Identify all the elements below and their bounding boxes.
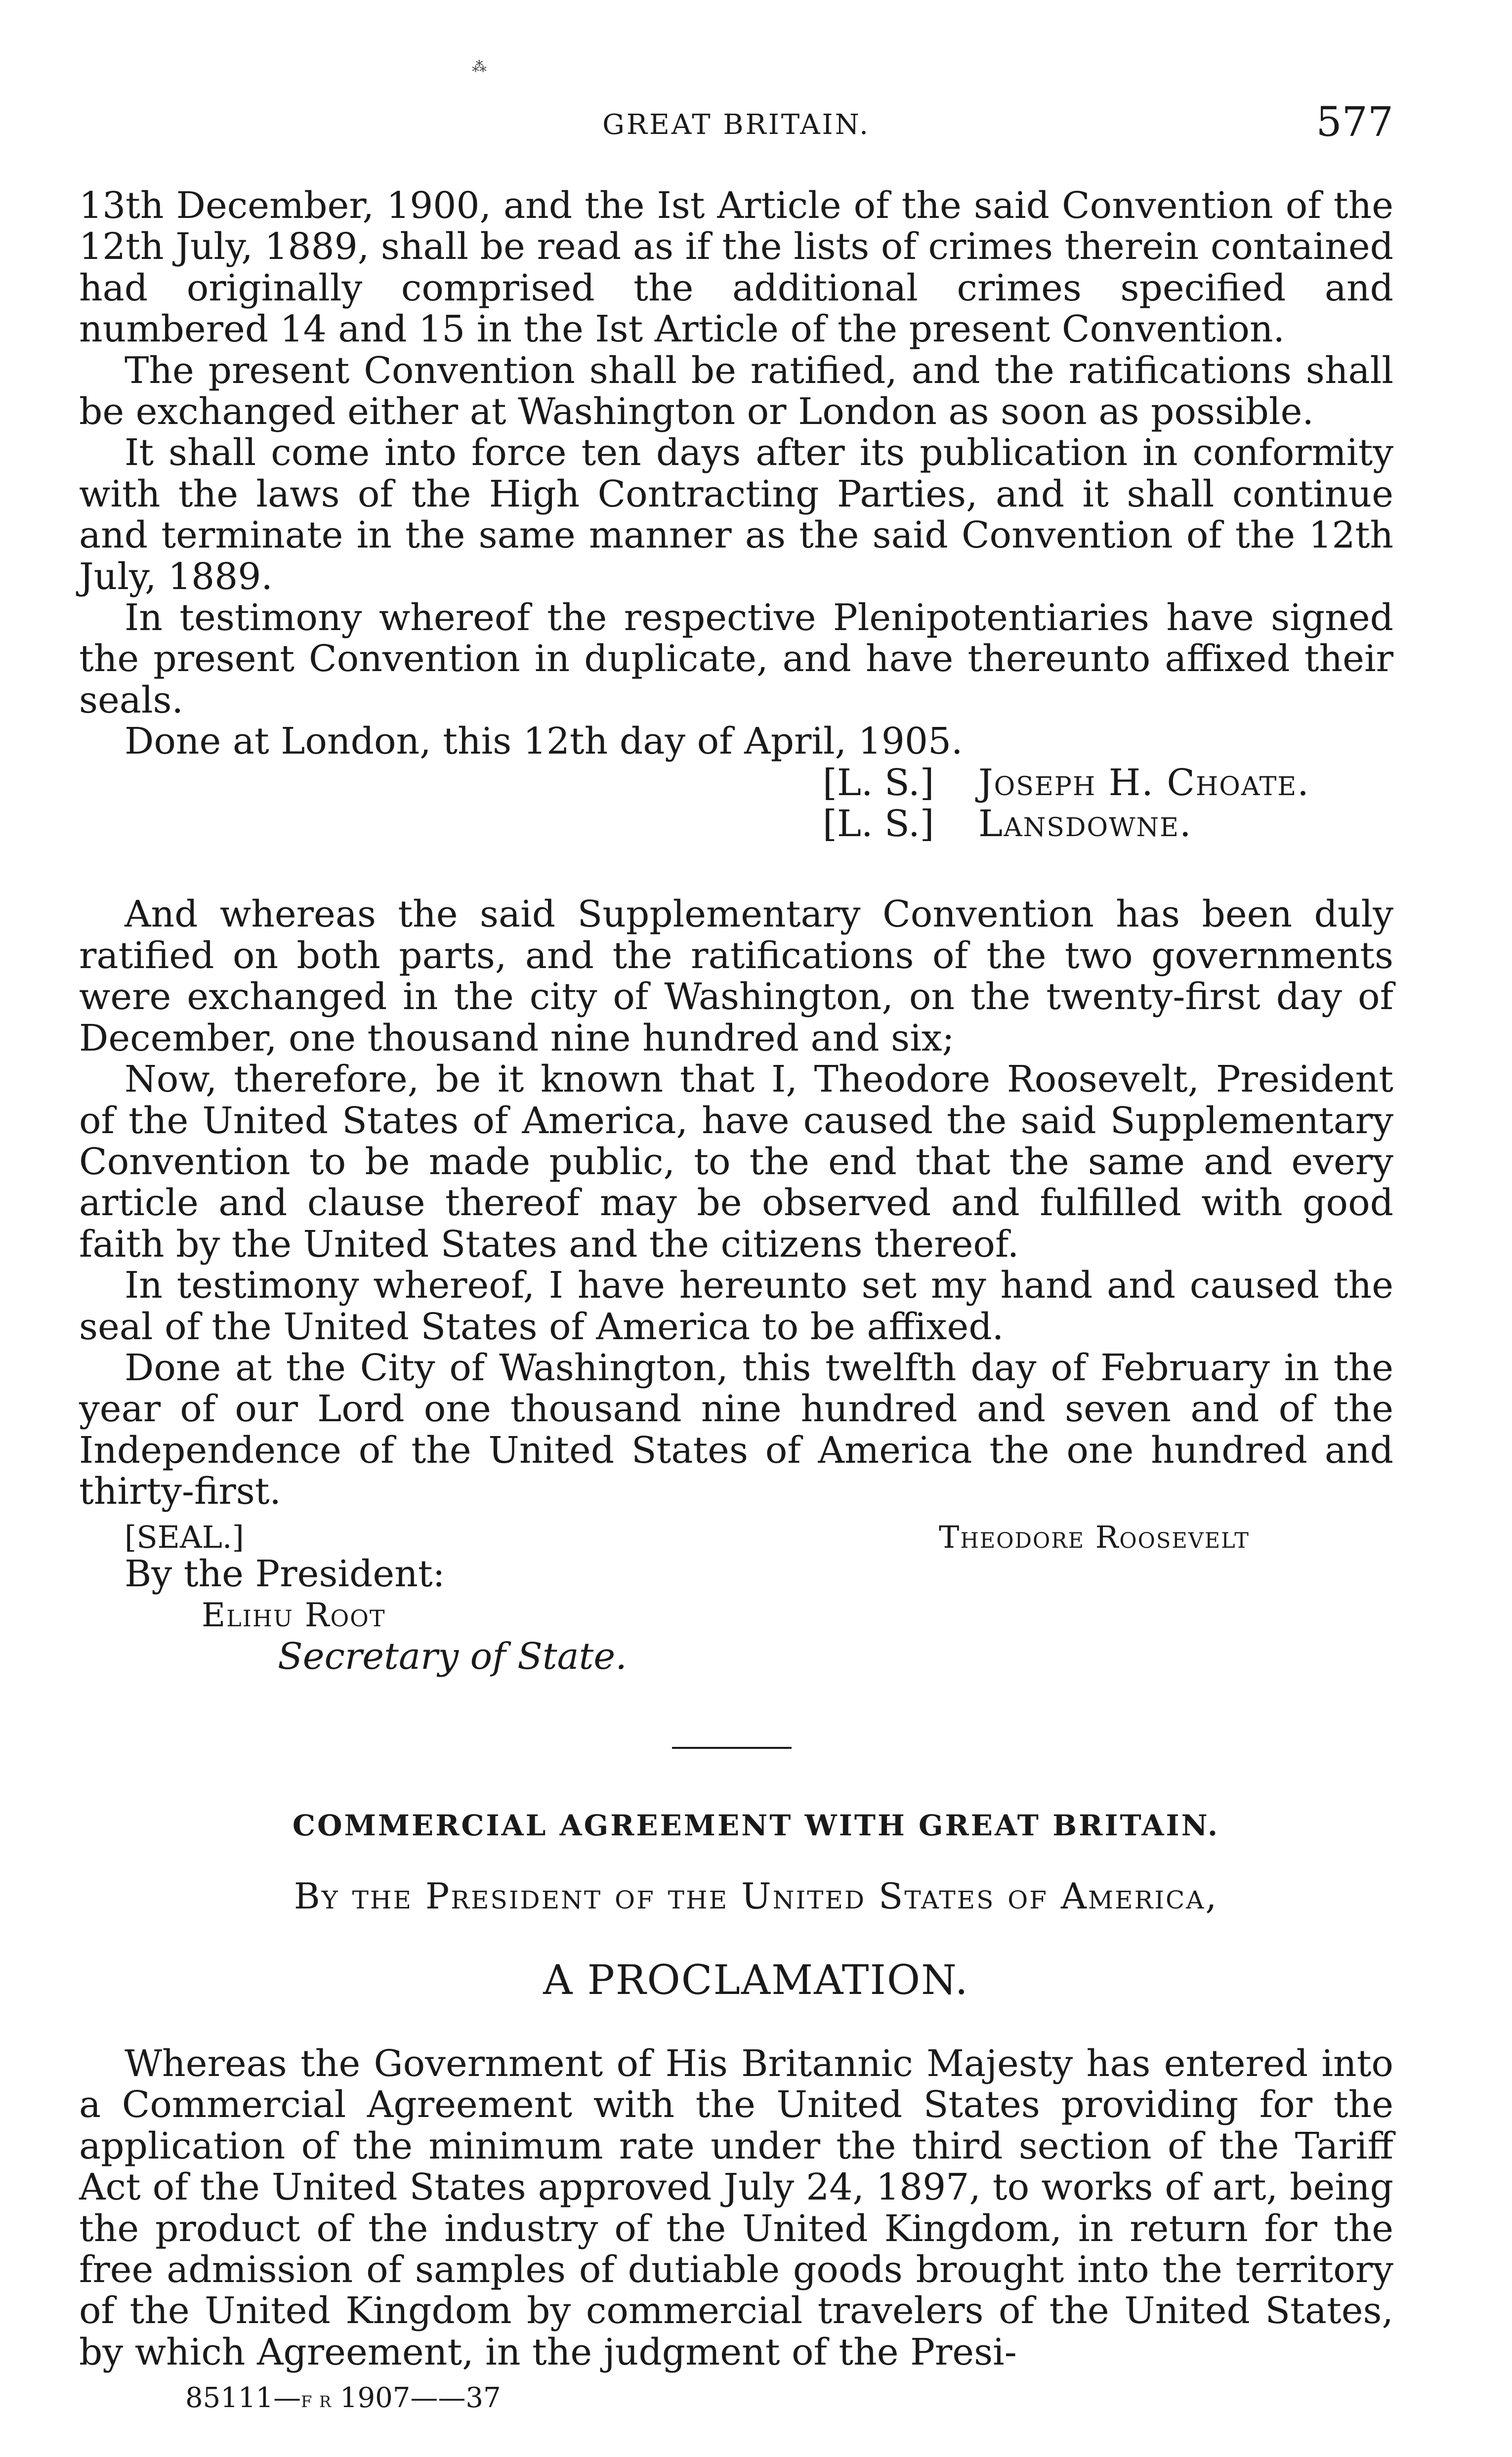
paragraph: 13th December, 1900, and the Ist Article of the said Convention of the 12th July, 1889, shall be read as if the lists of crimes therein contained had originally comprised the additional crimes specified and numbered 14 and 15 in the Ist Article of the present Convention. [79, 184, 1393, 351]
footer-year: 1907——37 [331, 2382, 501, 2414]
proclamation-title: A PROCLAMATION. [543, 1957, 969, 2004]
section-heading: COMMERCIAL AGREEMENT WITH GREAT BRITAIN. [292, 1809, 1220, 1842]
footer-number: 85111— [185, 2382, 301, 2414]
running-title: GREAT BRITAIN. [602, 109, 870, 141]
paragraph: And whereas the said Supplementary Convention has been duly ratified on both parts, and the ratifications of the two governments were exchanged in the city of Washington, on the twenty-first day of December, one thousand nine hundred and six; [79, 893, 1393, 1059]
paragraph: In testimony whereof, I have hereunto set my hand and caused the seal of the United States of America to be affixed. [79, 1264, 1393, 1348]
footer-code: f r [301, 2386, 332, 2413]
signature-line [79, 804, 1393, 845]
paragraph: It shall come into force ten days after its publication in conformity with the laws of the High Contracting Parties, and it shall continue and terminate in the same manner as the said Convention of the 12th July, 1889. [79, 431, 1393, 598]
president-signature: Theodore Roosevelt [939, 1519, 1250, 1555]
treaty-text [79, 185, 1393, 1677]
seal-label: [SEAL.] [125, 1519, 244, 1555]
section-divider [672, 1747, 792, 1749]
secretary-title: Secretary of State. [278, 1635, 627, 1678]
spacer [79, 845, 1393, 894]
paragraph: Now, therefore, be it known that I, Theodore Roosevelt, President of the United States of America, have caused the said Supplementary Convention to be made public, to the end that the same and every article and clause thereof may be observed and fulfilled with good faith by the United States and the citizens thereof. [79, 1058, 1393, 1266]
by-the-president: By the President: [125, 1552, 445, 1595]
seal-row [79, 1513, 1393, 1554]
by-president-heading: By the President of the United States of America, [294, 1875, 1218, 1917]
page-header [79, 99, 1393, 153]
seal-mark: [L. S.] [823, 803, 934, 846]
proclamation-text [79, 2043, 1393, 2373]
printer-mark: ⁂ [472, 58, 487, 76]
paragraph: Whereas the Government of His Britannic Majesty has entered into a Commercial Agreement with the United States providing for the application of the minimum rate under the third section of the Tariff Act of the United States approved July 24, 1897, to works of art, being the product of the industry of the United Kingdom, in return for the free admission of samples of dutiable goods brought into the territory of the United Kingdom by commercial travelers of the United States, by which Agreement, in the judgment of the Presi- [79, 2042, 1393, 2373]
signature-line [79, 763, 1393, 804]
secretary-name: Elihu Root [202, 1596, 386, 1635]
paragraph: The present Convention shall be ratified, and the ratifications shall be exchanged either at Washington or London as soon as possible. [79, 349, 1393, 433]
seal-mark: [L. S.] [823, 761, 934, 804]
paragraph: In testimony whereof the respective Plenipotentiaries have signed the present Convention in duplicate, and have thereunto affixed their seals. [79, 596, 1393, 721]
page-number: 577 [1316, 99, 1393, 146]
signatory-name: Lansdowne. [978, 803, 1192, 846]
paragraph: Done at the City of Washington, this twelfth day of February in the year of our Lord one thousand nine hundred and seven and of the Independence of the United States of America the one hundred and thirty-first. [79, 1346, 1393, 1513]
printer-footer [185, 2382, 501, 2414]
paragraph: Done at London, this 12th day of April, 1905. [125, 720, 963, 763]
signatory-name: Joseph H. Choate. [978, 761, 1310, 804]
